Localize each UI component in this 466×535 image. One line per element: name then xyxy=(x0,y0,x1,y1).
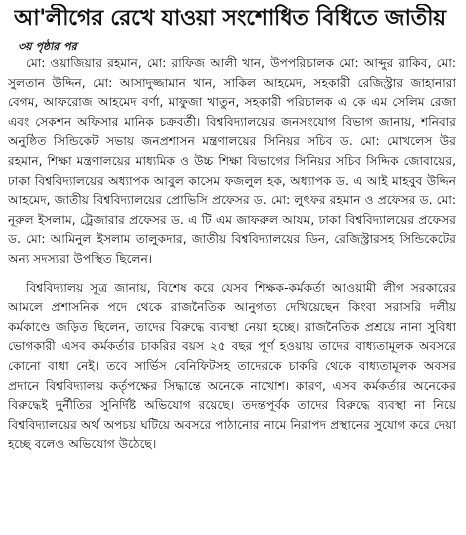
article-body xyxy=(8,54,456,530)
article-paragraph-2: বিশ্ববিদ্যালয় সূত্র জানায়, বিশেষ করে যেসব শিক্ষক-কর্মকর্তা আওয়ামী লীগ সরকারের আমলে প্রশাসনিক পদে থেকে রাজনৈতিক আনুগত্য দেখিয়েছেন কিংবা সরাসরি দলীয় কর্মকাণ্ডে জড়িত ছিলেন, তাদের বিরুদ্ধে ব্যবস্থা নেয়া হচ্ছে। রাজনৈতিক প্রশ্রয়ে নানা সুবিধা ভোগকারী এসব কর্মকর্তার চাকরির বয়স ২৫ বছর পূর্ণ হওয়ায় তাদের বাধ্যতামূলক অবসরে কোনো বাধা নেই। তবে সার্ভিস বেনিফিটসহ তাদেরকে চাকরি থেকে বাধ্যতামূলক অবসর প্রদানে বিশ্ববিদ্যালয় কর্তৃপক্ষের সিদ্ধান্তে অনেকে নাখোশ। কারণ, এসব কর্মকর্তার অনেকের বিরুদ্ধেই দুর্নীতির সুনির্দিষ্ট অভিযোগ রয়েছে। তদন্তপূর্বক তাদের বিরুদ্ধে ব্যবস্থা না নিয়ে বিশ্ববিদ্যালয়ের অর্থ অপচয় ঘটিয়ে অবসরে পাঠানোর নামে নিরাপদ প্রস্থানের সুযোগ করে দেয়া হচ্ছে বলেও অভিযোগ উঠেছে। xyxy=(8,280,456,452)
continuation-note: ৩য় পৃষ্ঠার পর xyxy=(18,40,77,53)
article-paragraph-1: মো: ওয়াজিয়ার রহমান, মো: রাফিজ আলী খান, উপপরিচালক মো: আব্দুর রাকিব, মো: সুলতান উদ্দিন, মো: আসাদুজ্জামান খান, সাকিল আহমেদ, সহকারী রেজিস্ট্রার জাহানারা বেগম, আফরোজ আহমেদ বর্ণা, মাফুজা খাতুন, সহকারী পরিচালক এ কে এম সেলিম রেজা এবং সেকশন অফিসার মানিক চক্রবর্তী। বিশ্ববিদ্যালয়ের জনসংযোগ বিভাগ জানায়, শনিবার অনুষ্ঠিত সিন্ডিকেট সভায় জনপ্রশাসন মন্ত্রণালয়ের সিনিয়র সচিব ড. মো: মোখলেস উর রহমান, শিক্ষা মন্ত্রণালয়ের মাধ্যমিক ও উচ্চ শিক্ষা বিভাগের সিনিয়র সচিব সিদ্দিক জোবায়ের, ঢাকা বিশ্ববিদ্যালয়ের অধ্যাপক আবুল কাসেম ফজলুল হক, অধ্যাপক ড. এ আই মাহবুব উদ্দিন আহমেদ, জাতীয় বিশ্ববিদ্যালয়ের প্রোভিসি প্রফেসর ড. মো: লুৎফর রহমান ও প্রফেসর ড. মো: নূরুল ইসলাম, ট্রেজারার প্রফেসর ড. এ টি এম জাফরুল আযম, ঢাকা বিশ্ববিদ্যালয়ের প্রফেসর ড. মো: আমিনুল ইসলাম তালুকদার, জাতীয় বিশ্ববিদ্যালয়ের ডিন, রেজিস্ট্রারসহ সিন্ডিকেটের অন্য সদস্যরা উপস্থিত ছিলেন। xyxy=(8,56,456,266)
headline: আ'লীগের রেখে যাওয়া সংশোধিত বিধিতে জাতীয় xyxy=(14,6,446,31)
